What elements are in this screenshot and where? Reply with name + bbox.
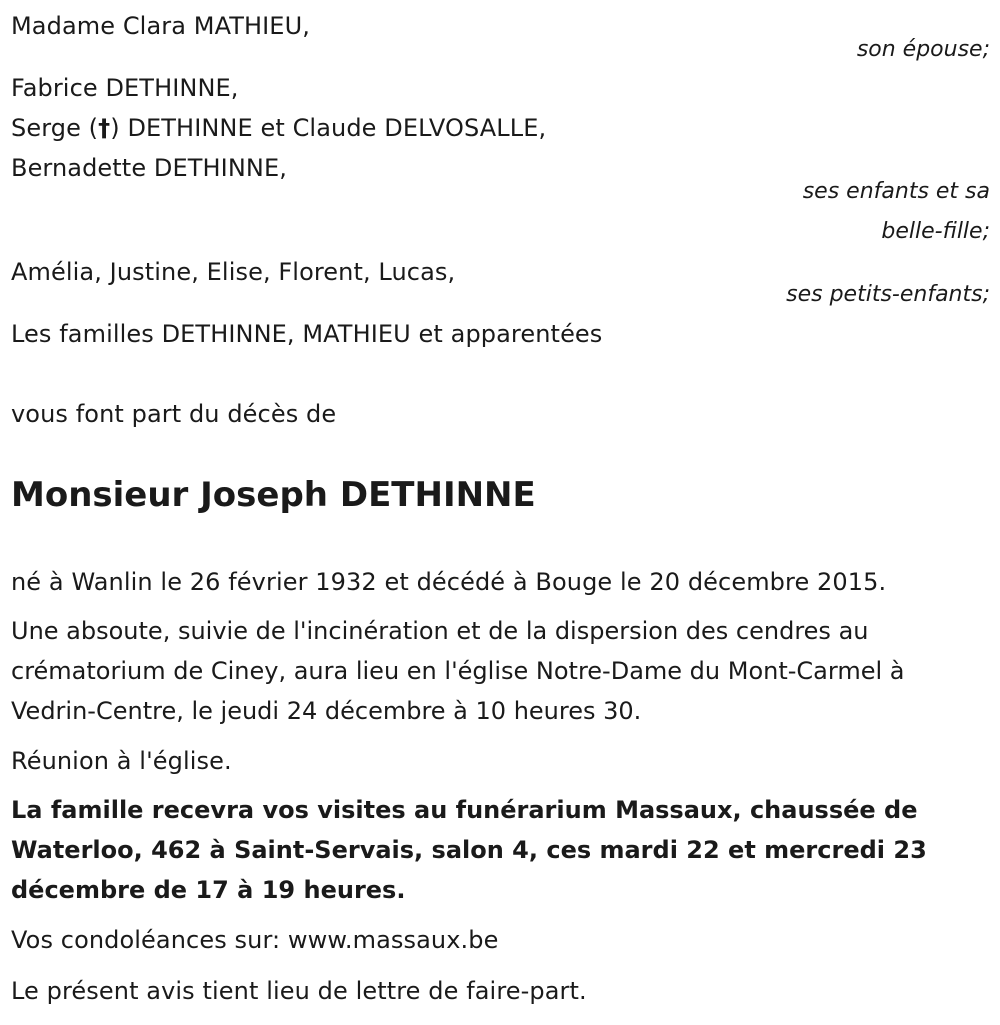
notice-line: Le présent avis tient lieu de lettre de faire-part. (11, 977, 587, 1005)
grandchildren-relation: ses petits-enfants; (786, 282, 990, 307)
visits-paragraph: La famille recevra vos visites au funérarium Massaux, chaussée de Waterloo, 462 à Saint-Servais, salon 4, ces mardi 22 et mercredi 23 décembre de 17 à 19 heures. (11, 796, 927, 904)
condolences-line: Vos condoléances sur: www.massaux.be (11, 926, 499, 954)
spouse-name: Madame Clara MATHIEU, (11, 12, 310, 40)
child-bernadette: Bernadette DETHINNE, (11, 154, 287, 182)
children-relation-line1: ses enfants et sa (802, 179, 990, 204)
child-fabrice: Fabrice DETHINNE, (11, 74, 239, 102)
spouse-relation: son épouse; (856, 37, 990, 62)
child-serge-claude (11, 108, 546, 148)
birth-death-line: né à Wanlin le 26 février 1932 et décédé à Bouge le 20 décembre 2015. (11, 568, 887, 596)
deceased-name: Monsieur Joseph DETHINNE (11, 475, 536, 515)
ceremony-paragraph: Une absoute, suivie de l'incinération et de la dispersion des cendres au crématorium de Ciney, aura lieu en l'église Notre-Dame du Mont-Carmel à Vedrin-Centre, le jeudi 24 décembre à 10 heures 30. (11, 617, 905, 725)
children-relation-line2: belle-fille; (881, 219, 990, 244)
announcement-text: vous font part du décès de (11, 400, 337, 428)
meeting-line: Réunion à l'église. (11, 747, 232, 775)
families-line: Les familles DETHINNE, MATHIEU et apparentées (11, 320, 603, 348)
obituary-notice (11, 0, 990, 1025)
child-serge-suffix: ) DETHINNE et Claude DELVOSALLE, (110, 114, 547, 142)
cross-icon: † (98, 114, 111, 142)
child-serge-prefix: Serge ( (11, 114, 99, 142)
grandchildren-names: Amélia, Justine, Elise, Florent, Lucas, (11, 258, 456, 286)
